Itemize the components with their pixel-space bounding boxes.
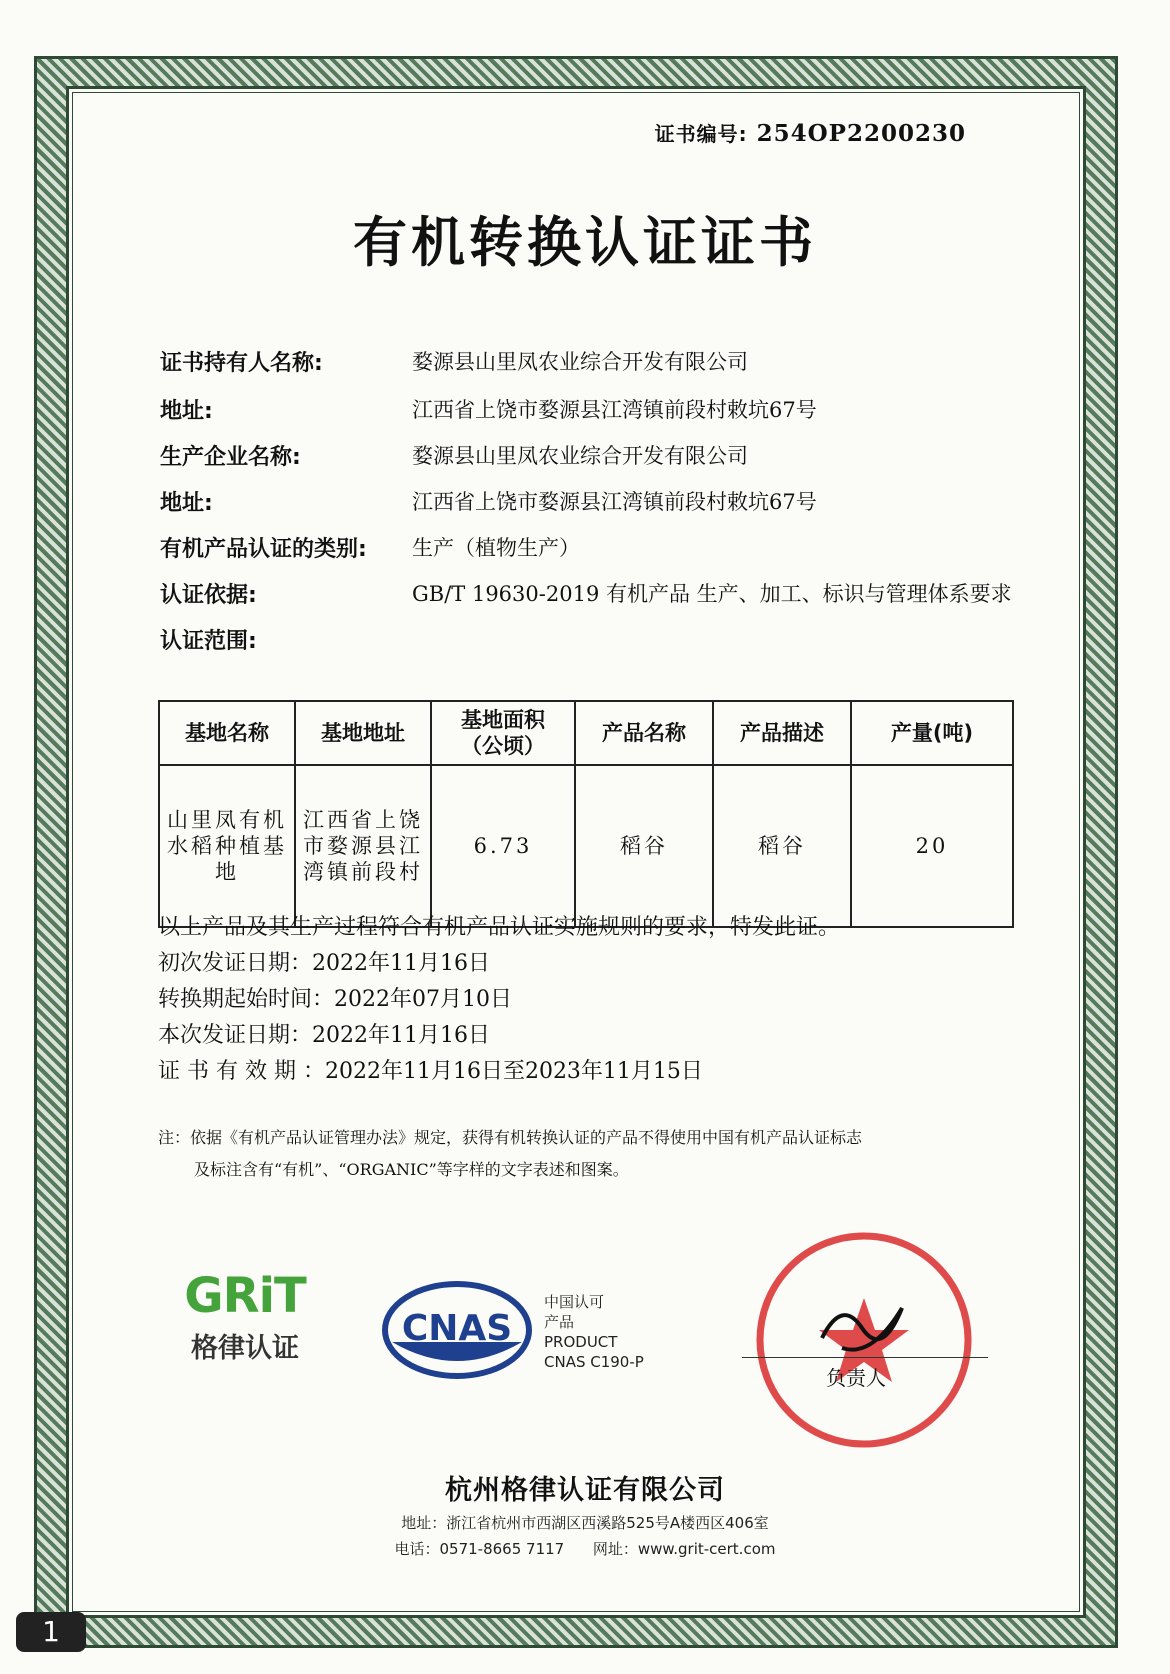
cnas-logo-icon <box>382 1280 532 1380</box>
certificate-number <box>655 118 966 147</box>
cnas-line: CNAS C190-P <box>544 1353 644 1371</box>
compliance-statement: 以上产品及其生产过程符合有机产品认证实施规则的要求，特发此证。 <box>158 915 841 940</box>
field-label: 生产企业名称: <box>160 445 301 470</box>
field-label: 证书持有人名称: <box>160 351 323 376</box>
column-header: 基地名称 <box>159 701 295 765</box>
date-conversion-start <box>158 982 512 1013</box>
column-header: 基地地址 <box>295 701 431 765</box>
signature-line <box>742 1357 988 1358</box>
field-label: 地址: <box>160 399 213 424</box>
field-value: 生产（植物生产） <box>412 536 580 560</box>
base-address-cell: 江西省上饶市婺源县江湾镇前段村 <box>295 765 431 927</box>
field-label: 地址: <box>160 491 213 516</box>
cnas-logo-word: CNAS <box>401 1308 513 1349</box>
field-value: 婺源县山里凤农业综合开发有限公司 <box>412 444 748 468</box>
grit-logo <box>170 1268 320 1365</box>
field-value: 江西省上饶市婺源县江湾镇前段村敕坑67号 <box>412 490 817 514</box>
output-cell: 20 <box>851 765 1013 927</box>
issuer-contact <box>0 1538 1170 1559</box>
column-header: 产品描述 <box>713 701 851 765</box>
product-name-cell: 稻谷 <box>575 765 713 927</box>
date-first-issue <box>158 946 490 977</box>
table-row <box>159 765 1013 927</box>
certificate-number-label: 证书编号: <box>654 122 748 146</box>
product-desc-cell: 稻谷 <box>713 765 851 927</box>
base-area-cell: 6.73 <box>431 765 575 927</box>
column-header: 产量(吨) <box>851 701 1013 765</box>
table-header-row <box>159 701 1013 765</box>
base-name-cell: 山里凤有机水稻种植基地 <box>159 765 295 927</box>
issuer-phone: 电话：0571-8665 7117 <box>394 1540 565 1558</box>
note-line: 注：依据《有机产品认证管理办法》规定，获得有机转换认证的产品不得使用中国有机产品认证标志 <box>158 1128 863 1147</box>
date-label: 转换期起始时间： <box>158 987 335 1012</box>
field-value: 婺源县山里凤农业综合开发有限公司 <box>412 350 748 374</box>
date-value: 2022年11月16日 <box>312 951 490 976</box>
page-number-badge[interactable]: 1 <box>16 1612 86 1652</box>
field-label: 认证范围: <box>160 629 257 654</box>
field-label: 有机产品认证的类别: <box>160 537 367 562</box>
date-label: 证 书 有 效 期 ： <box>158 1059 325 1084</box>
date-value: 2022年11月16日 <box>312 1023 490 1048</box>
date-value: 2022年07月10日 <box>334 987 512 1012</box>
cnas-line: PRODUCT <box>544 1333 618 1351</box>
signature-label: 负责人 <box>826 1366 886 1390</box>
scope-table <box>158 700 1014 928</box>
certificate-note <box>158 1122 862 1186</box>
date-validity <box>158 1054 703 1085</box>
official-seal-icon <box>752 1228 976 1452</box>
certificate-number-value: 254OP2200230 <box>756 120 966 147</box>
cnas-line: 产品 <box>544 1313 575 1331</box>
date-label: 本次发证日期： <box>158 1023 313 1048</box>
date-current-issue <box>158 1018 490 1049</box>
cnas-line: 中国认可 <box>544 1293 605 1311</box>
issuer-company: 杭州格律认证有限公司 <box>445 1475 725 1506</box>
date-value: 2022年11月16日至2023年11月15日 <box>324 1059 703 1084</box>
cnas-accreditation-text <box>544 1292 644 1372</box>
page-title: 有机转换认证证书 <box>353 211 817 274</box>
field-value: GB/T 19630-2019 有机产品 生产、加工、标识与管理体系要求 <box>412 582 1012 606</box>
grit-logo-chinese: 格律认证 <box>191 1333 299 1364</box>
date-label: 初次发证日期： <box>158 951 313 976</box>
grit-logo-word: GRiT <box>184 1268 306 1324</box>
column-header: 基地面积 （公顷） <box>431 701 575 765</box>
field-label: 认证依据: <box>160 583 257 608</box>
field-value: 江西省上饶市婺源县江湾镇前段村敕坑67号 <box>412 398 817 422</box>
issuer-address: 地址：浙江省杭州市西湖区西溪路525号A楼西区406室 <box>401 1514 769 1532</box>
issuer-website: 网址：www.grit-cert.com <box>592 1540 776 1558</box>
note-line: 及标注含有“有机”、“ORGANIC”等字样的文字表述和图案。 <box>194 1160 629 1179</box>
column-header: 产品名称 <box>575 701 713 765</box>
